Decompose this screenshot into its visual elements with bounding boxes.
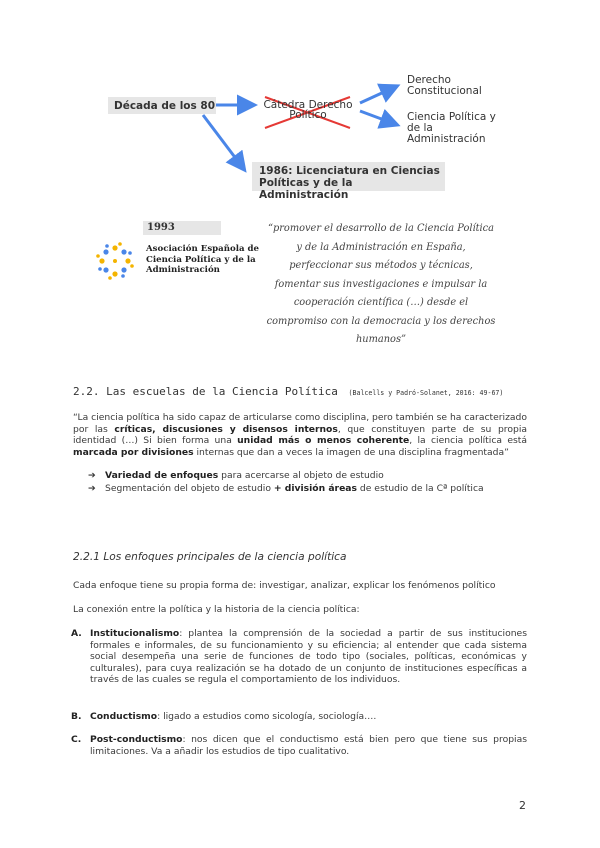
arrow-to-derecho	[360, 87, 395, 103]
bullet-1-text: para acercarse al objeto de estudio	[218, 470, 384, 481]
licenciatura-box: 1986: Licenciatura en Ciencias Políticas y de la Administración	[252, 162, 445, 191]
list-item	[88, 469, 528, 482]
list-item-c	[71, 734, 527, 757]
bullet-2-bold: + división áreas	[273, 483, 357, 494]
quote-bold-1: críticas, discusiones y disensos internos	[114, 423, 338, 435]
quote-text-2: , que constituyen parte de su propia identidad (…) Si bien forma una	[73, 423, 527, 447]
asociacion-name: Asociación Española de Ciencia Política y de la Administración	[146, 244, 260, 275]
quote-bold-2: unidad más o menos coherente	[237, 435, 410, 447]
list-a-bold: Institucionalismo	[90, 628, 180, 639]
quote-text-1: “La ciencia política ha sido capaz de articularse como disciplina, pero también se ha caracterizado por las	[73, 412, 527, 435]
list-letter-a: A.	[71, 628, 82, 639]
list-b-text: : ligado a estudios como sicología, sociología….	[157, 711, 377, 722]
list-item-b	[71, 711, 527, 723]
arrow-list	[88, 469, 528, 495]
list-item	[88, 482, 528, 495]
quote-text-4: internas que dan a veces la imagen de una disciplina fragmentada”	[193, 446, 509, 458]
section-citation: (Balcells y Padró-Solanet, 2016: 49-67)	[348, 389, 504, 397]
decade-box: Década de los 80	[108, 97, 216, 114]
arrow-decade-to-licenciatura	[203, 115, 243, 168]
arrow-to-ciencia	[360, 111, 395, 124]
list-c-text: : nos dicen que el conductismo está bien pero que tiene sus propias limitaciones. Va a añadir los estudios de tipo cualitativo.	[90, 734, 527, 757]
bullet-1-bold: Variedad de enfoques	[105, 470, 219, 481]
list-letter-c: C.	[71, 734, 82, 745]
aecpa-quote: “promover el desarrollo de la Ciencia Política y de la Administración en España, perfeccionar sus métodos y técnicas, fomentar sus investigaciones e impulsar la cooperación científica (…) desde el compromiso con la democracia y los derechos humanos”	[266, 223, 496, 345]
list-letter-b: B.	[71, 711, 82, 722]
catedra-label: Cátedra Derecho Político	[263, 99, 353, 121]
arrow-bullet-icon: ➔	[88, 470, 96, 481]
arrow-bullet-icon: ➔	[88, 483, 96, 494]
quote-paragraph	[73, 412, 527, 458]
quote-text-3: , la ciencia política está	[409, 435, 527, 447]
year-badge: 1993	[143, 221, 221, 235]
subsection-line-2: La conexión entre la política y la historia de la ciencia política:	[73, 604, 360, 615]
aecpa-logo-icon	[94, 240, 136, 282]
bullet-2-text-c: de estudio de la Cª política	[356, 483, 484, 494]
quote-bold-3: marcada por divisiones	[73, 446, 194, 458]
list-b-bold: Conductismo	[90, 711, 158, 722]
ciencia-label: Ciencia Política y de la Administración	[407, 111, 496, 145]
bullet-2-text-a: Segmentación del objeto de estudio	[105, 483, 274, 494]
list-c-bold: Post-conductismo	[90, 734, 183, 745]
subsection-line-1: Cada enfoque tiene su propia forma de: investigar, analizar, explicar los fenómenos político	[73, 580, 496, 591]
page-number: 2	[519, 799, 526, 812]
derecho-label: Derecho Constitucional	[407, 74, 482, 97]
section-heading	[73, 385, 533, 398]
list-item-a	[71, 628, 527, 686]
section-title: 2.2. Las escuelas de la Ciencia Política	[73, 385, 338, 398]
list-a-text: : plantea la comprensión de la sociedad a partir de sus instituciones formales e informales, de su funcionamiento y su eficiencia; al entender que cada sistema social desempeña una serie de funciones de todo tipo (sociales, políticas, económicas y culturales), para cuya realización se ha dotado de un conjunto de instituciones específicas a través de las cuales se regula el comportamiento de los individuos.	[90, 628, 527, 686]
subsection-heading: 2.2.1 Los enfoques principales de la ciencia política	[73, 551, 347, 563]
